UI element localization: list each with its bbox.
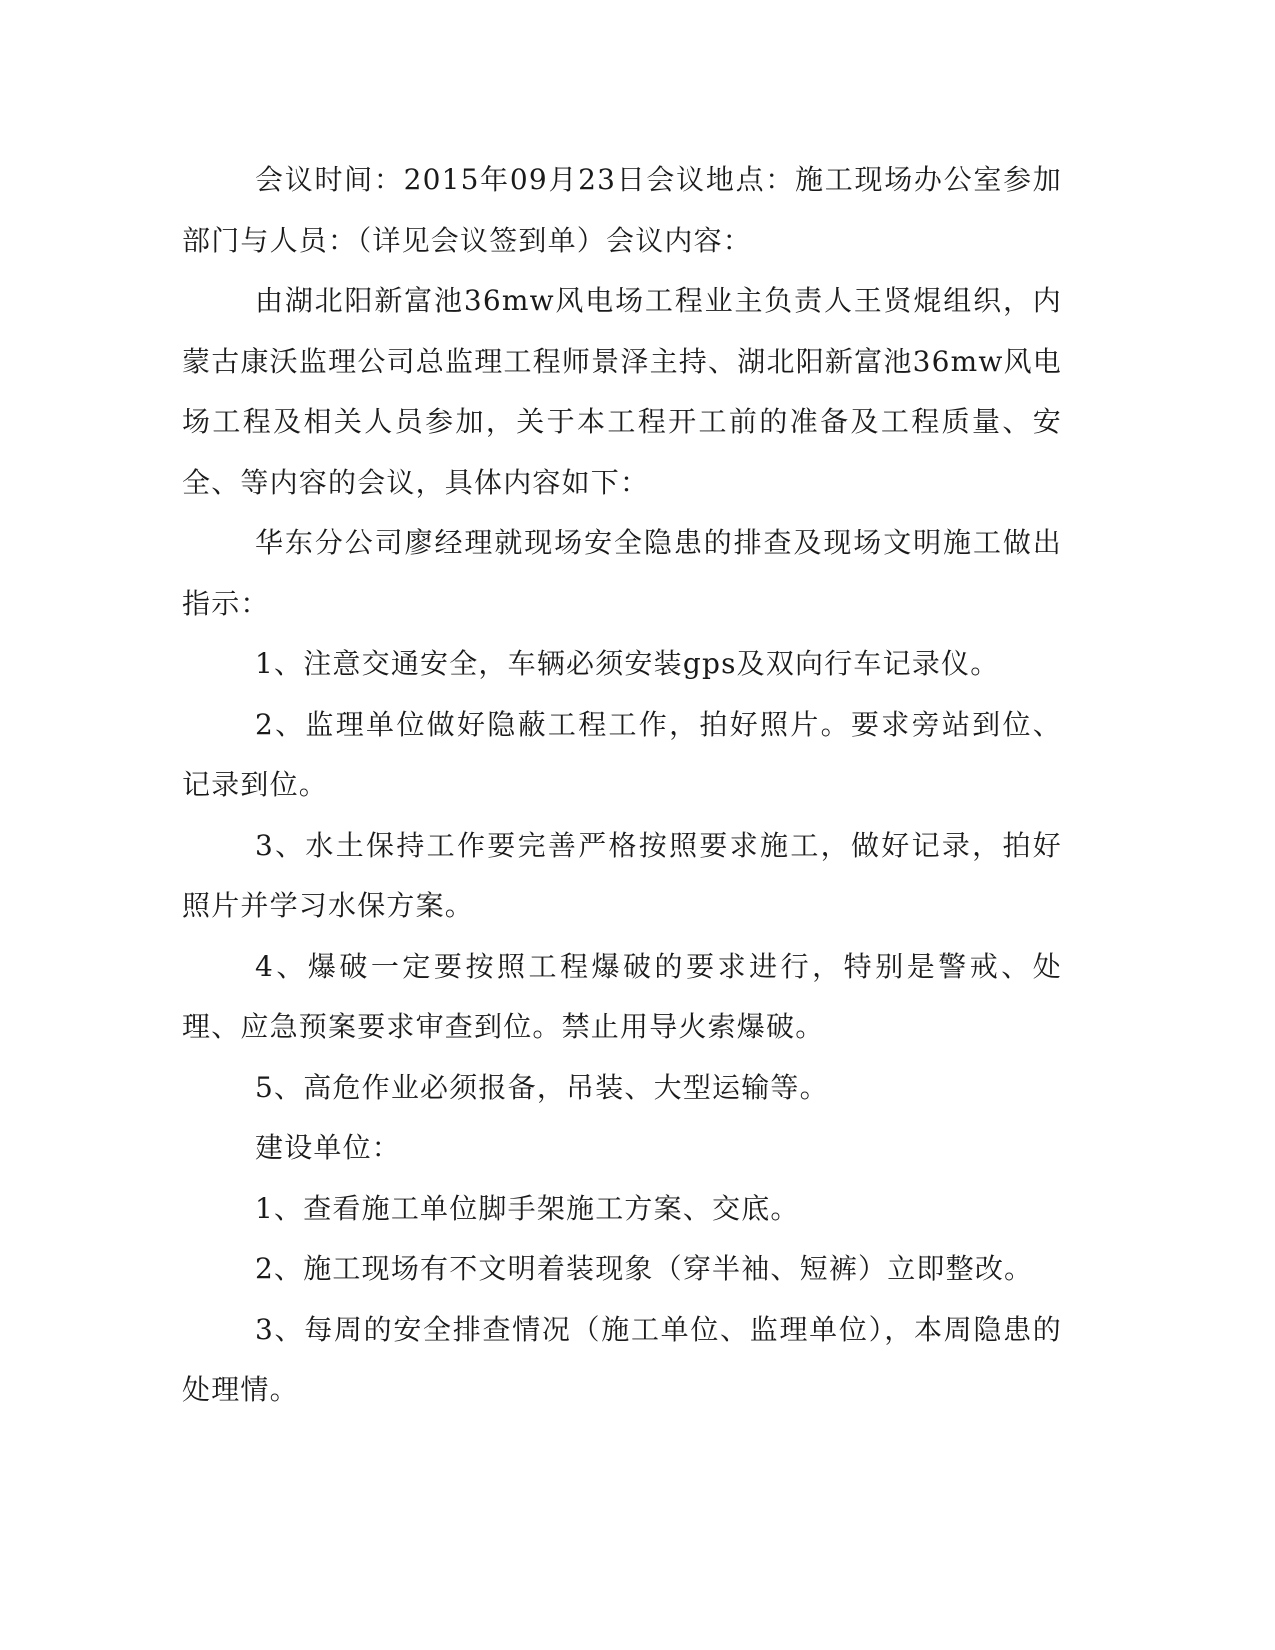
- meeting-info-paragraph: 会议时间：2015年09月23日会议地点：施工现场办公室参加部门与人员：（详见会议签到单）会议内容：: [182, 163, 1062, 257]
- instruction-item-1: 1、注意交通安全，车辆必须安装gps及双向行车记录仪。: [255, 647, 1000, 680]
- owner-item-2: 2、施工现场有不文明着装现象（穿半袖、短裤）立即整改。: [255, 1252, 1034, 1285]
- meeting-intro-paragraph: 由湖北阳新富池36mw风电场工程业主负责人王贤焜组织，内蒙古康沃监理公司总监理工程师景泽主持、湖北阳新富池36mw风电场工程及相关人员参加，关于本工程开工前的准备及工程质量、安全、等内容的会议，具体内容如下：: [182, 284, 1062, 499]
- instruction-item-2: 2、监理单位做好隐蔽工程工作，拍好照片。要求旁站到位、记录到位。: [182, 707, 1062, 801]
- instruction-heading-paragraph: 华东分公司廖经理就现场安全隐患的排查及现场文明施工做出指示：: [182, 526, 1062, 620]
- instruction-item-3: 3、水土保持工作要完善严格按照要求施工，做好记录，拍好照片并学习水保方案。: [182, 828, 1062, 922]
- owner-item-1: 1、查看施工单位脚手架施工方案、交底。: [255, 1191, 800, 1225]
- instruction-item-4: 4、爆破一定要按照工程爆破的要求进行，特别是警戒、处理、应急预案要求审查到位。禁止用导火索爆破。: [182, 949, 1062, 1043]
- owner-item-3: 3、每周的安全排查情况（施工单位、监理单位），本周隐患的处理情。: [182, 1312, 1062, 1406]
- document-page: [182, 150, 1062, 1421]
- owner-section-heading: 建设单位：: [255, 1131, 402, 1164]
- instruction-item-5: 5、高危作业必须报备，吊装、大型运输等。: [255, 1070, 829, 1104]
